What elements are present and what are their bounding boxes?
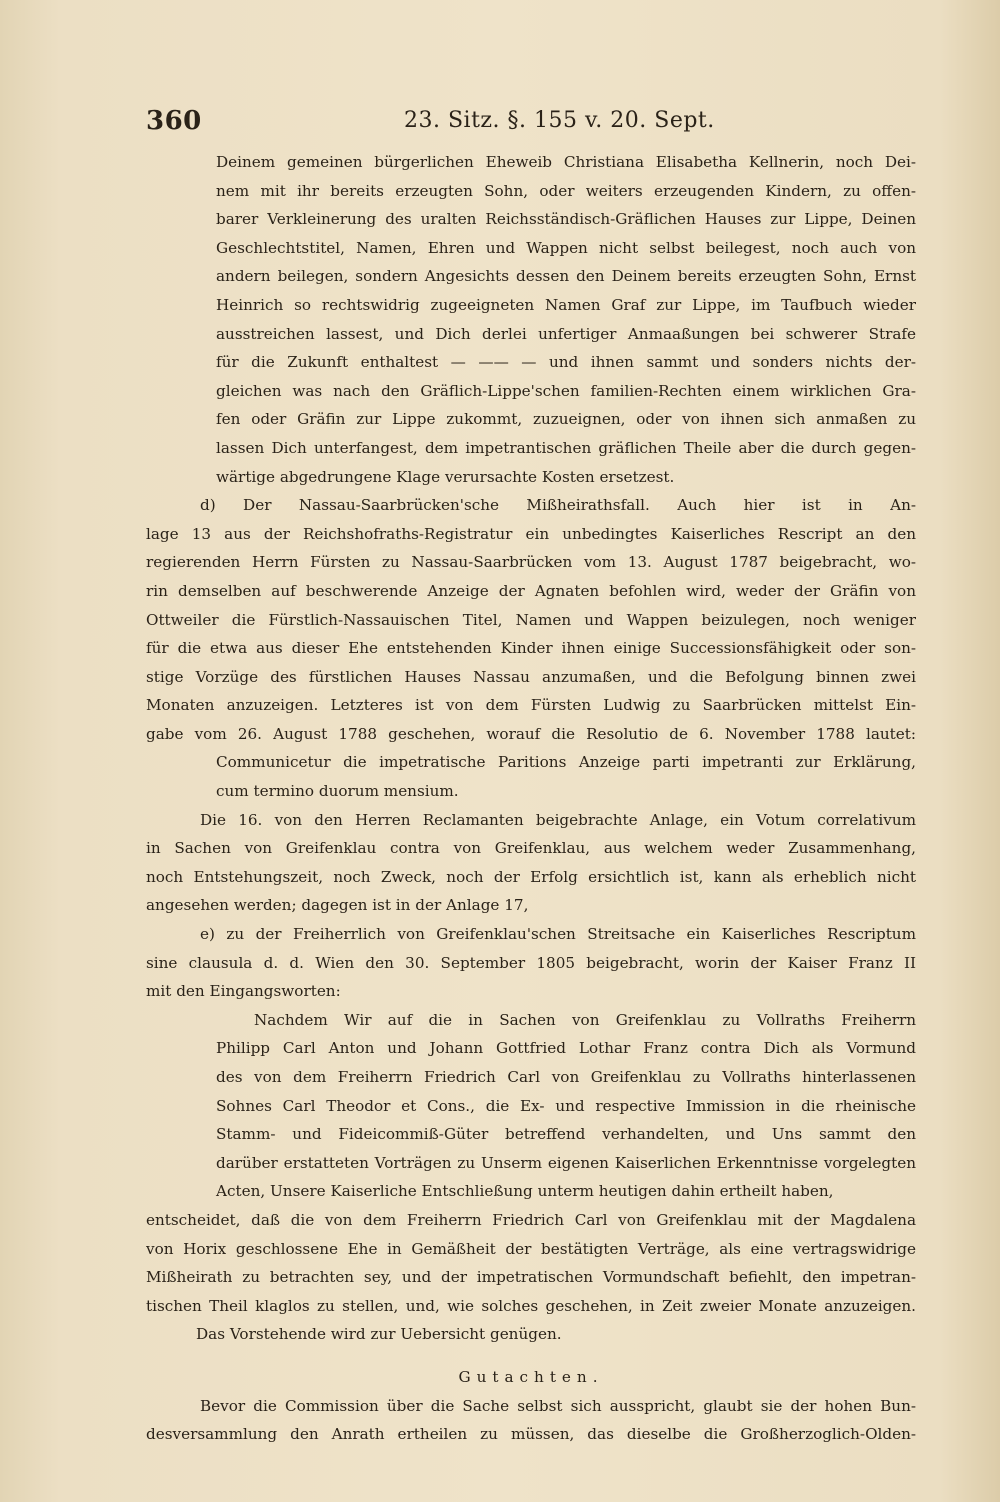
text-line: angesehen werden; dagegen ist in der Anlage 17, xyxy=(146,896,529,915)
text-line: Deinem gemeinen bürgerlichen Eheweib Christiana Elisabetha Kellnerin, noch Dei- xyxy=(216,153,916,171)
text-line: fen oder Gräfin zur Lippe zukommt, zuzueignen, oder von ihnen sich anmaßen zu xyxy=(216,410,916,429)
text-line: andern beilegen, sondern Angesichts dessen den Deinem bereits erzeugten Sohn, Ernst xyxy=(216,267,916,286)
text-line: lage 13 aus der Reichshofraths-Registratur ein unbedingtes Kaiserliches Rescript an den xyxy=(146,524,916,543)
text-line: stige Vorzüge des fürstlichen Hauses Nassau anzumaßen, und die Befolgung binnen zwei xyxy=(146,667,916,686)
text-line: ausstreichen lassest, und Dich derlei unfertiger Anmaaßungen bei schwerer Strafe xyxy=(216,324,916,343)
text-line: Bevor die Commission über die Sache selbst sich ausspricht, glaubt sie der hohen Bun- xyxy=(200,1396,916,1415)
text-line: nem mit ihr bereits erzeugten Sohn, oder weiters erzeugenden Kindern, zu offen- xyxy=(216,181,916,200)
text-line: desversammlung den Anrath ertheilen zu müssen, das dieselbe die Großherzoglich-Olden- xyxy=(146,1425,916,1444)
text-line: gleichen was nach den Gräflich-Lippe'schen familien-Rechten einem wirklichen Gra- xyxy=(216,381,916,400)
text-line: barer Verkleinerung des uralten Reichsständisch-Gräflichen Hauses zur Lippe, Deinen xyxy=(216,210,916,229)
text-line: tischen Theil klaglos zu stellen, und, wie solches geschehen, in Zeit zweier Monate anzuzeigen. xyxy=(146,1296,916,1315)
text-line: Stamm- und Fideicommiß-Güter betreffend verhandelten, und Uns sammt den xyxy=(216,1125,916,1144)
text-line: für die Zukunft enthaltest — —— — und ihnen sammt und sonders nichts der- xyxy=(216,353,916,372)
text-line: rin demselben auf beschwerende Anzeige der Agnaten befohlen wird, weder der Gräfin von xyxy=(146,581,916,600)
text-line: Heinrich so rechtswidrig zugeeigneten Namen Graf zur Lippe, im Taufbuch wieder xyxy=(216,295,916,314)
page-number: 360 xyxy=(146,106,202,136)
running-head: 23. Sitz. §. 155 v. 20. Sept. xyxy=(404,108,715,133)
text-line: Die 16. von den Herren Reclamanten beigebrachte Anlage, ein Votum correlativum xyxy=(200,810,916,829)
text-line: für die etwa aus dieser Ehe entstehenden Kinder ihnen einige Successionsfähigkeit oder son- xyxy=(146,639,916,658)
text-line: cum termino duorum mensium. xyxy=(216,782,459,801)
text-line: wärtige abgedrungene Klage verursachte Kosten ersetzest. xyxy=(216,467,675,486)
text-line: Mißheirath zu betrachten sey, und der impetratischen Vormundschaft befiehlt, den impetran- xyxy=(146,1268,916,1287)
page-header xyxy=(146,106,920,142)
text-line: Acten, Unsere Kaiserliche Entschließung unterm heutigen dahin ertheilt haben, xyxy=(216,1182,834,1201)
text-line: Ottweiler die Fürstlich-Nassauischen Titel, Namen und Wappen beizulegen, noch weniger xyxy=(146,610,916,629)
text-line xyxy=(146,1349,916,1363)
text-line: Philipp Carl Anton und Johann Gottfried Lothar Franz contra Dich als Vormund xyxy=(216,1039,916,1058)
text-line: Nachdem Wir auf die in Sachen von Greifenklau zu Vollraths Freiherrn xyxy=(254,1010,916,1029)
text-line: mit den Eingangsworten: xyxy=(146,982,341,1001)
text-line: von Horix geschlossene Ehe in Gemäßheit der bestätigten Verträge, als eine vertragswidrige xyxy=(146,1239,916,1258)
text-line: lassen Dich unterfangest, dem impetrantischen gräflichen Theile aber die durch gegen- xyxy=(216,438,916,457)
body-text xyxy=(146,148,916,1449)
text-line: Monaten anzuzeigen. Letzteres ist von dem Fürsten Ludwig zu Saarbrücken mittelst Ein- xyxy=(146,696,916,715)
text-line: noch Entstehungszeit, noch Zweck, noch der Erfolg ersichtlich ist, kann als erheblich nicht xyxy=(146,867,916,886)
text-line: e) zu der Freiherrlich von Greifenklau'schen Streitsache ein Kaiserliches Rescriptum xyxy=(200,925,916,944)
text-line: Geschlechtstitel, Namen, Ehren und Wappen nicht selbst beilegest, noch auch von xyxy=(216,238,916,257)
text-line: regierenden Herrn Fürsten zu Nassau-Saarbrücken vom 13. August 1787 beigebracht, wo- xyxy=(146,553,916,572)
text-line: in Sachen von Greifenklau contra von Greifenklau, aus welchem weder Zusammenhang, xyxy=(146,839,916,858)
section-heading: Gutachten. xyxy=(458,1367,604,1386)
text-line: Communicetur die impetratische Paritions Anzeige parti impetranti zur Erklärung, xyxy=(216,753,916,772)
text-line: Das Vorstehende wird zur Uebersicht genügen. xyxy=(196,1325,562,1344)
text-line: Sohnes Carl Theodor et Cons., die Ex- und respective Immission in die rheinische xyxy=(216,1096,916,1115)
text-line: sine clausula d. d. Wien den 30. September 1805 beigebracht, worin der Kaiser Franz II xyxy=(146,953,916,972)
text-line: gabe vom 26. August 1788 geschehen, worauf die Resolutio de 6. November 1788 lautet: xyxy=(146,724,916,743)
text-line: des von dem Freiherrn Friedrich Carl von Greifenklau zu Vollraths hinterlassenen xyxy=(216,1068,916,1086)
text-line: d) Der Nassau-Saarbrücken'sche Mißheirathsfall. Auch hier ist in An- xyxy=(200,496,916,515)
text-line: darüber erstatteten Vorträgen zu Unserm eigenen Kaiserlichen Erkenntnisse vorgelegten xyxy=(216,1153,916,1172)
text-line: entscheidet, daß die von dem Freiherrn Friedrich Carl von Greifenklau mit der Magdalena xyxy=(146,1210,916,1229)
